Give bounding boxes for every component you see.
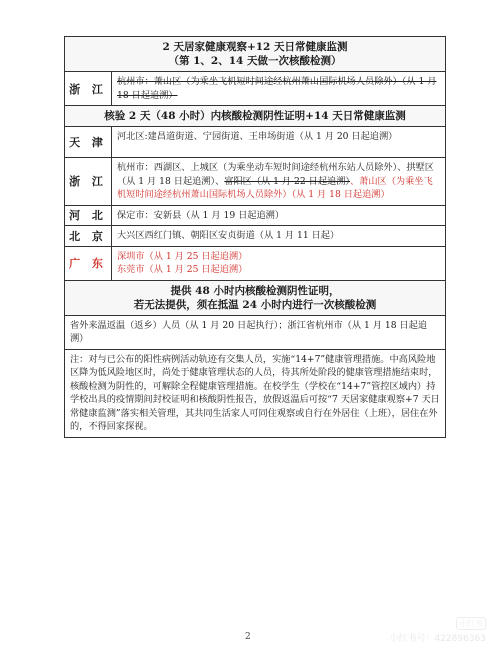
province-label: 河 北 bbox=[65, 206, 112, 226]
row-note bbox=[65, 350, 445, 437]
outside-text: 省外来温返温（返乡）人员（从 1 月 20 日起执行）；浙江省杭州市（从 1 月 18 日起追溯） bbox=[70, 319, 428, 344]
header1-line1: 2 天居家健康观察+12 天日常健康监测 bbox=[162, 41, 348, 53]
header3-line2: 若无法提供，须在抵温 24 小时内进行一次核酸检测 bbox=[133, 298, 377, 311]
note-text: 注：对与已公布的阳性病例活动轨迹有交集人员，实施“14+7”健康管理措施。中高风险地区降为低风险地区时，尚处于健康管理状态的人员，待其所处阶段的健康管理措施结束时，核酸检测为阴性的，可解除全程健康管理措施。在校学生（学校在“14+7”管控区域内）持学校出具的疫情期间封校证明和核酸阴性报告，放假返温后可按“7 天居家健康观察+7 天日常健康监测”落实相关管理，其共同生活家人可同住观察或自行在外居住（上班），居住在外的，不得回家探视。 bbox=[70, 353, 440, 432]
page-number: 2 bbox=[245, 632, 251, 642]
province-label: 北 京 bbox=[65, 226, 112, 246]
header3-line1: 提供 48 小时内核酸检测阴性证明， bbox=[170, 284, 340, 297]
header1-line2: （第 1、2、14 天做一次核酸检测） bbox=[168, 55, 342, 67]
province-label: 广 东 bbox=[65, 247, 112, 280]
policy-table bbox=[64, 36, 446, 438]
province-label: 浙 江 bbox=[65, 72, 112, 105]
watermark-logo: 小红书 bbox=[456, 617, 486, 630]
header2-line1: 核验 2 天（48 小时）内核酸检测阴性证明+14 天日常健康监测 bbox=[104, 110, 406, 122]
watermark-text: 小红书号：422896363 bbox=[389, 634, 486, 644]
row-guangdong bbox=[65, 247, 445, 281]
struck-text: 杭州市：萧山区（为乘坐飞机短时间途经杭州萧山国际机场人员除外）（从 1 月 18 日起追溯） bbox=[117, 76, 437, 101]
header-home-observation bbox=[65, 37, 445, 72]
header-48h-test bbox=[65, 106, 445, 127]
row-hebei bbox=[65, 206, 445, 227]
province-label: 浙 江 bbox=[65, 158, 112, 205]
province-label: 天 津 bbox=[65, 127, 112, 157]
region-detail-red: 东莞市（从 1 月 25 日起追溯） bbox=[117, 264, 248, 275]
region-detail: 大兴区西红门镇、朝阳区安贞街道（从 1 月 11 日起） bbox=[117, 230, 340, 241]
row-zhejiang-top bbox=[65, 72, 445, 106]
row-beijing bbox=[65, 226, 445, 247]
region-detail: 河北区:建昌道街道、宁园街道、王串场街道（从 1 月 20 日起追溯） bbox=[117, 131, 398, 142]
row-tianjin bbox=[65, 127, 445, 158]
header-negative-proof bbox=[65, 281, 445, 316]
row-outside bbox=[65, 316, 445, 350]
region-detail: 杭州市：西湖区、上城区（为乘坐动车短时间途经杭州东站人员除外）、拱墅区（从 1 月 18 日起追溯）、 bbox=[117, 162, 434, 187]
region-detail-red: 、萧山区（为乘坐飞机短时间途经杭州萧山国际机场人员除外）（从 1 月 18 日起追溯） bbox=[117, 175, 433, 200]
struck-text: 富阳区（从 1 月 22 日起追溯） bbox=[224, 175, 350, 187]
region-detail: 保定市：安新县（从 1 月 19 日起追溯） bbox=[117, 209, 285, 221]
row-zhejiang bbox=[65, 158, 445, 206]
region-detail-red: 深圳市（从 1 月 25 日起追溯） bbox=[117, 250, 248, 262]
